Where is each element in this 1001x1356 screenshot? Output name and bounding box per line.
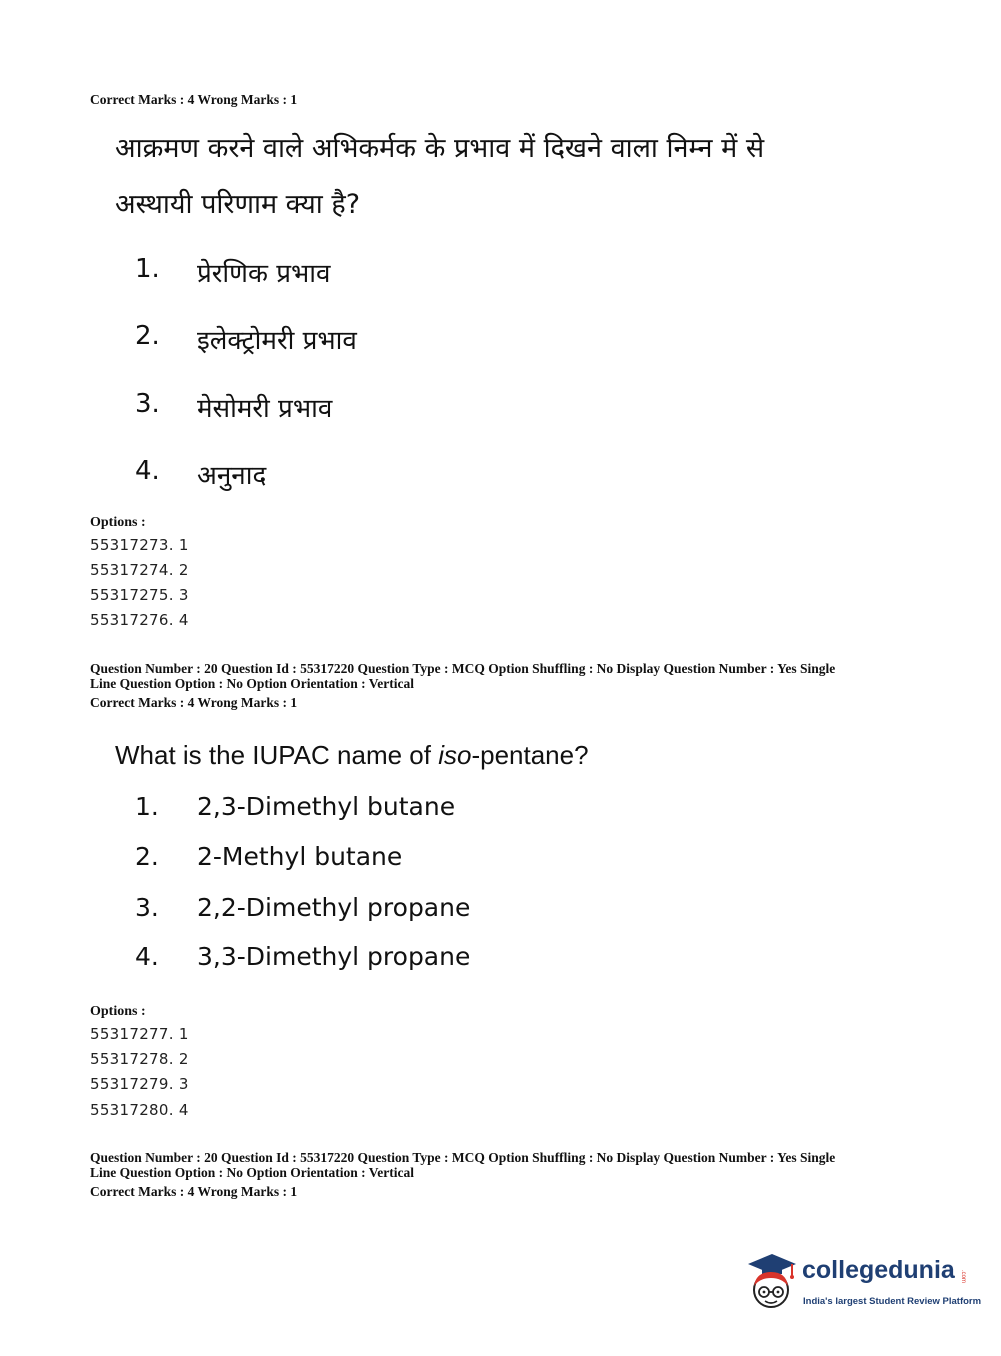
choice-text: 2,3-Dimethyl butane (197, 792, 456, 821)
meta-line: Line Question Option : No Option Orientation : Vertical (90, 1165, 415, 1180)
marks-line: Correct Marks : 4 Wrong Marks : 1 (90, 695, 298, 710)
options-label: Options : (90, 515, 146, 530)
option-id: 55317276. 4 (90, 611, 189, 629)
choice-number: 4. (135, 456, 160, 486)
question-text-english (115, 740, 589, 771)
marks-line: Correct Marks : 4 Wrong Marks : 1 (90, 1184, 298, 1199)
option-id: 55317280. 4 (90, 1101, 189, 1119)
choice-text: अनुनाद (197, 461, 267, 491)
choice-text: 2-Methyl butane (197, 842, 403, 871)
choice-text: 3,3-Dimethyl propane (197, 942, 471, 971)
options-label: Options : (90, 1004, 146, 1019)
question-text-hindi (115, 121, 915, 233)
marks-line: Correct Marks : 4 Wrong Marks : 1 (90, 92, 298, 107)
option-id: 55317273. 1 (90, 536, 189, 554)
option-id: 55317277. 1 (90, 1025, 189, 1043)
meta-line: Line Question Option : No Option Orientation : Vertical (90, 676, 415, 691)
question-text-italic: iso (438, 740, 472, 770)
logo-domain: .com (960, 1270, 966, 1284)
choice-number: 4. (135, 942, 159, 971)
question-meta (90, 1150, 920, 1180)
choice-text: मेसोमरी प्रभाव (197, 394, 333, 424)
question-text-part: -pentane? (471, 740, 589, 770)
logo-wordmark: collegedunia (802, 1256, 955, 1284)
question-line: आक्रमण करने वाले अभिकर्मक के प्रभाव में दिखने वाला निम्न में से (115, 133, 765, 164)
option-id: 55317279. 3 (90, 1075, 189, 1093)
choice-text: 2,2-Dimethyl propane (197, 893, 471, 922)
choice-text: प्रेरणिक प्रभाव (197, 259, 331, 289)
mascot-icon (742, 1250, 800, 1314)
choice-text: इलेक्ट्रोमरी प्रभाव (197, 326, 357, 356)
choice-number: 3. (135, 893, 159, 922)
choice-number: 2. (135, 321, 160, 351)
choice-number: 2. (135, 842, 159, 871)
question-meta (90, 661, 920, 691)
option-id: 55317278. 2 (90, 1050, 189, 1068)
meta-line: Question Number : 20 Question Id : 55317220 Question Type : MCQ Option Shuffling : No Display Question Number : Yes Single (90, 1150, 836, 1165)
choice-number: 1. (135, 792, 159, 821)
question-text-part: What is the IUPAC name of (115, 740, 439, 770)
choice-number: 1. (135, 254, 160, 284)
collegedunia-logo (742, 1248, 982, 1318)
option-id: 55317274. 2 (90, 561, 189, 579)
option-id: 55317275. 3 (90, 586, 189, 604)
logo-tagline: India's largest Student Review Platform (803, 1296, 982, 1307)
question-line: अस्थायी परिणाम क्या है? (115, 189, 361, 220)
choice-number: 3. (135, 389, 160, 419)
meta-line: Question Number : 20 Question Id : 55317220 Question Type : MCQ Option Shuffling : No Display Question Number : Yes Single (90, 661, 836, 676)
